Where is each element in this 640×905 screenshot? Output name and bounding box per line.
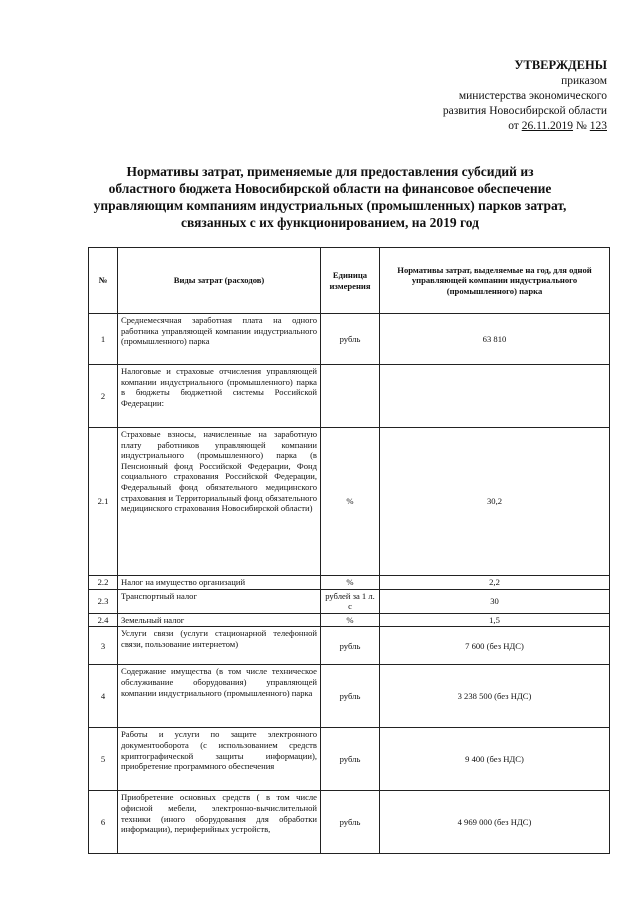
row-num: 2.4 [89,613,118,627]
title-line-2: областного бюджета Новосибирской области на финансовое обеспечение [108,181,552,196]
approval-from: от [508,120,519,132]
row-unit: % [321,613,380,627]
row-name: Налог на имущество организаций [118,576,321,590]
row-unit: рубль [321,791,380,854]
row-num: 2 [89,365,118,428]
row-num: 5 [89,728,118,791]
approval-number: 123 [589,120,607,132]
row-name: Страховые взносы, начисленные на заработную плату работников управляющей компании индустриального (промышленного) парка (в Пенсионный фонд Российской Федерации, Фонд социального страхования Российской Федерации, Федеральный фонд обязательного медицинского страхования и Территориальный фонд обязательного медицинского страхования Новосибирской области) [118,428,321,576]
table-row [89,428,610,576]
approval-heading: УТВЕРЖДЕНЫ [514,58,607,72]
row-name: Работы и услуги по защите электронного документооборота (с использованием средств криптографической защиты информации), приобретение программного обеспечения [118,728,321,791]
row-name: Приобретение основных средств ( в том числе офисной мебели, электронно-вычислительной техники (иного оборудования для обработки информации), периферийных устройств, [118,791,321,854]
approval-number-sign: № [575,120,587,132]
col-header-value: Нормативы затрат, выделяемые на год, для одной управляющей компании индустриального (промышленного) парка [380,248,610,314]
row-name: Услуги связи (услуги стационарной телефонной связи, пользование интернетом) [118,627,321,665]
row-name: Налоговые и страховые отчисления управляющей компании индустриального (промышленного) парка в бюджеты бюджетной системы Российской Федерации: [118,365,321,428]
row-unit: рубль [321,665,380,728]
approval-line-region: развития Новосибирской области [442,105,607,117]
row-name: Земельный налог [118,613,321,627]
title-line-1: Нормативы затрат, применяемые для предоставления субсидий из [126,164,534,179]
table-row [89,576,610,590]
table-header-row [89,248,610,314]
table-row [89,613,610,627]
col-header-name: Виды затрат (расходов) [118,248,321,314]
row-value: 63 810 [380,314,610,365]
approval-line-order: приказом [561,75,607,87]
col-header-num: № [89,248,118,314]
row-value [380,365,610,428]
table-row [89,589,610,613]
row-unit: рубль [321,314,380,365]
row-value: 9 400 (без НДС) [380,728,610,791]
row-unit: рубль [321,728,380,791]
row-value: 30,2 [380,428,610,576]
table-row [89,365,610,428]
table-row [89,728,610,791]
row-value: 2,2 [380,576,610,590]
row-value: 30 [380,589,610,613]
row-name: Транспортный налог [118,589,321,613]
document-title [60,163,600,231]
row-name: Содержание имущества (в том числе техническое обслуживание оборудования) управляющей компании индустриального (промышленного) парка [118,665,321,728]
row-value: 4 969 000 (без НДС) [380,791,610,854]
table-row [89,627,610,665]
row-num: 2.2 [89,576,118,590]
row-unit: рублей за 1 л. с [321,589,380,613]
row-num: 2.1 [89,428,118,576]
title-line-3: управляющим компаниям индустриальных (промышленных) парков затрат, [93,198,567,213]
row-num: 1 [89,314,118,365]
row-value: 3 238 500 (без НДС) [380,665,610,728]
table-row [89,665,610,728]
norms-table [88,247,610,854]
row-unit [321,365,380,428]
table-row [89,314,610,365]
row-num: 2.3 [89,589,118,613]
row-num: 4 [89,665,118,728]
table-row [89,791,610,854]
row-num: 6 [89,791,118,854]
col-header-unit: Единица измерения [321,248,380,314]
row-name: Среднемесячная заработная плата на одного работника управляющей компании индустриального (промышленного) парка [118,314,321,365]
row-unit: рубль [321,627,380,665]
approval-date: 26.11.2019 [521,120,574,132]
row-value: 1,5 [380,613,610,627]
approval-block [287,58,607,134]
row-value: 7 600 (без НДС) [380,627,610,665]
title-line-4: связанных с их функционированием, на 2019 год [181,215,479,230]
row-unit: % [321,428,380,576]
row-unit: % [321,576,380,590]
row-num: 3 [89,627,118,665]
approval-line-ministry: министерства экономического [458,90,607,102]
approval-date-line [287,119,607,134]
